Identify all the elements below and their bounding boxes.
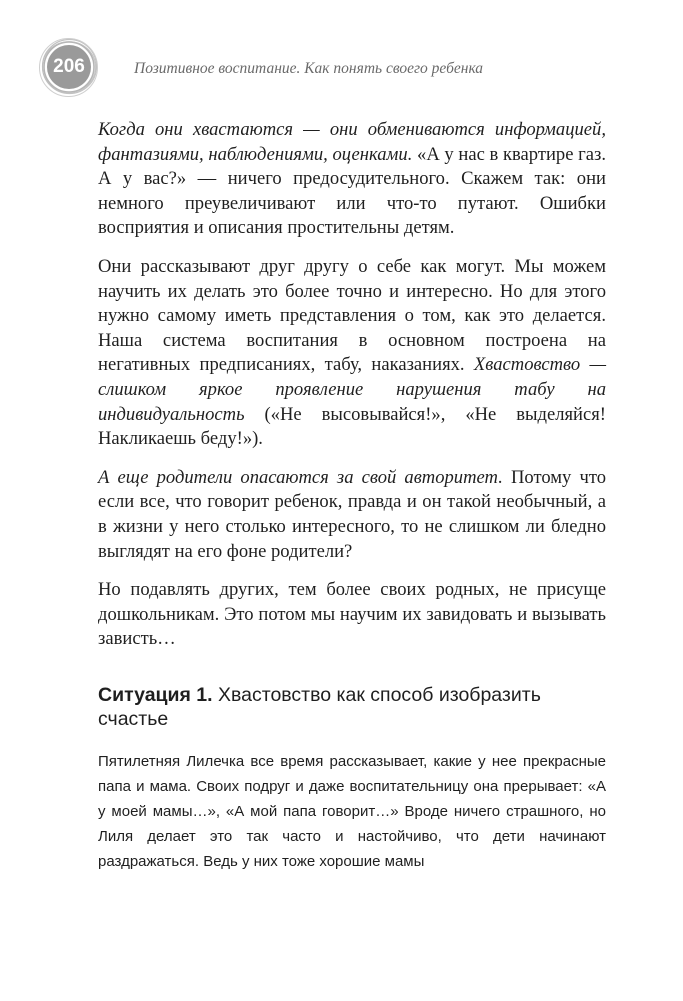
situation-label: Ситуация 1. (98, 684, 213, 706)
paragraph-3 (98, 466, 606, 564)
paragraph-1 (98, 118, 606, 241)
situation-title (98, 683, 606, 731)
page-number: 206 (53, 56, 85, 77)
paragraph-4 (98, 578, 606, 652)
paragraph-text: («Не высовывайся!», «Не выделяйся! Накликаешь беду!»). (98, 403, 606, 450)
paragraph-text: Потому что если все, что говорит ребенок, правда и он такой необычный, а в жизни у него столько интересного, то не слишком ли бледно выглядят на его фоне родители? (98, 466, 606, 562)
page-header (38, 36, 658, 98)
page-number-badge (38, 36, 100, 98)
situation-text: Пятилетняя Лилечка все время рассказывает, какие у нее прекрасные папа и мама. Своих подруг и даже воспитательницу она прерывает: «А у моей мамы…», «А мой папа говорит…» Вроде ничего страшного, но Лиля делает это так часто и настойчиво, что дети начинают раздражаться. Ведь у них тоже хорошие мамы (98, 753, 606, 870)
main-text (98, 118, 606, 666)
situation-box (98, 683, 606, 874)
paragraph-text: Они рассказывают друг другу о себе как могут. Мы можем научить их делать это более точно и интересно. Но для этого нужно самому иметь представления о том, как это делается. Наша система воспитания в основном построена на негативных предписаниях, табу, наказаниях. (98, 255, 606, 376)
italic-lead: Когда они хвастаются — они обмениваются информацией, фантазиями, наблюдениями, оценками. (98, 119, 606, 165)
situation-title-text: Хвастовство как способ изобразить счастье (98, 684, 541, 730)
paragraph-2 (98, 255, 606, 452)
italic-phrase: Хвастовство — слишком яркое проявление нарушения табу на индивидуальность (98, 354, 606, 425)
italic-lead: А еще родители опасаются за свой авторитет. (98, 466, 503, 488)
paragraph-text: Но подавлять других, тем более своих родных, не присуще дошкольникам. Это потом мы научим их завидовать и вызывать зависть… (98, 579, 606, 650)
running-title: Позитивное воспитание. Как понять своего ребенка (134, 60, 484, 77)
paragraph-text: «А у нас в квартире газ. А у вас?» — ничего предосудительного. Скажем так: они немного преувеличивают или что-то путают. Ошибки восприятия и описания простительны детям. (98, 143, 606, 239)
